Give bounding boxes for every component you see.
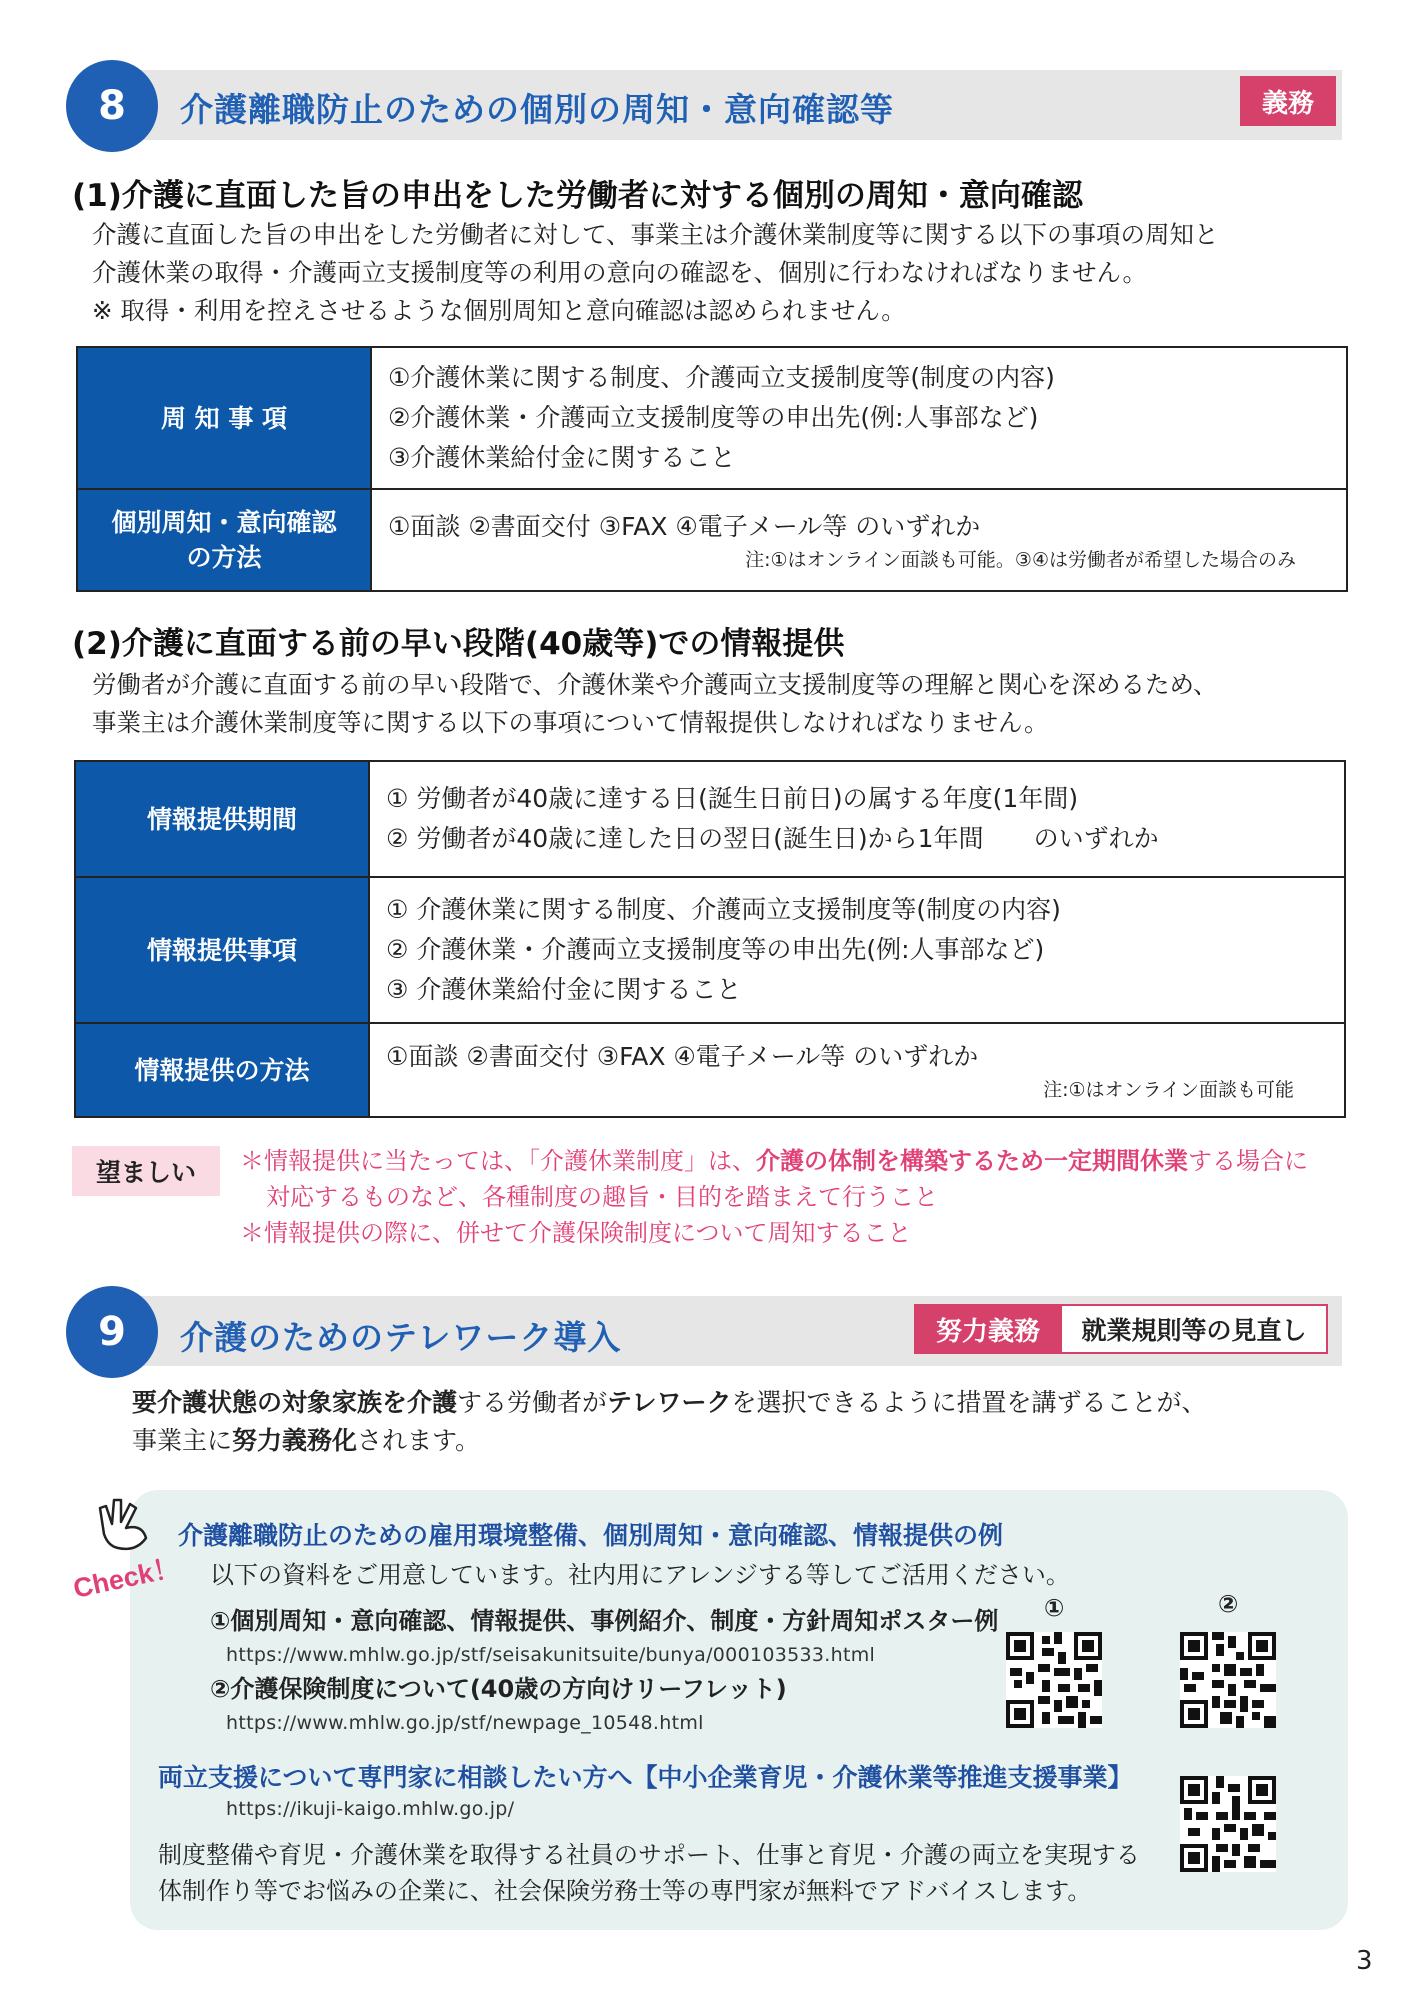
- section9-title: 介護のためのテレワーク導入: [180, 1318, 622, 1357]
- qr-code-icon[interactable]: [1006, 1632, 1102, 1728]
- section8-number: 8: [66, 60, 158, 152]
- check-hand-icon: [96, 1494, 162, 1554]
- consult-line1: 制度整備や育児・介護休業を取得する社員のサポート、仕事と育児・介護の両立を実現する: [158, 1841, 1140, 1869]
- section9-text-plain1: する労働者が: [457, 1388, 608, 1417]
- effort-obligation-badge: 努力義務: [914, 1304, 1062, 1354]
- notification-method-note: 注:①はオンライン面談も可能。③④は労働者が希望した場合のみ: [745, 549, 1296, 571]
- info-method-value: ①面談 ②書面交付 ③FAX ④電子メール等 のいずれか: [386, 1042, 979, 1071]
- consult-url[interactable]: https://ikuji-kaigo.mhlw.go.jp/: [226, 1798, 515, 1820]
- info-period-label: 情報提供期間: [75, 761, 369, 877]
- notification-items-cell: [371, 347, 1347, 489]
- section9-text-plain2: を選択できるように措置を講ずることが、: [731, 1388, 1207, 1417]
- desirable-line1: [240, 1142, 1308, 1180]
- check-title: 介護離職防止のための雇用環境整備、個別周知・意向確認、情報提供の例: [178, 1521, 1004, 1550]
- info-item: ③ 介護休業給付金に関すること: [386, 975, 742, 1004]
- sub2-text-line2: 事業主は介護休業制度等に関する以下の事項について情報提供しなければなりません。: [92, 708, 1049, 737]
- notification-items-label: 周 知 事 項: [77, 347, 371, 489]
- section9-text-bold3: 努力義務化: [232, 1426, 358, 1455]
- info-provision-table: [74, 760, 1346, 1118]
- sub1-text-note: ※ 取得・利用を控えさせるような個別周知と意向確認は認められません。: [92, 296, 906, 325]
- page-number: 3: [1356, 1946, 1373, 1976]
- qr2-label: ②: [1218, 1590, 1239, 1618]
- info-method-note: 注:①はオンライン面談も可能: [1043, 1079, 1294, 1101]
- qr-code-icon[interactable]: [1180, 1632, 1276, 1728]
- section8-title: 介護離職防止のための個別の周知・意向確認等: [180, 90, 894, 129]
- sub1-text-line2: 介護休業の取得・介護両立支援制度等の利用の意向の確認を、個別に行わなければなりません。: [92, 258, 1147, 287]
- info-item: ① 介護休業に関する制度、介護両立支援制度等(制度の内容): [386, 895, 1061, 924]
- section9-text-bold1: 要介護状態の対象家族を介護: [132, 1388, 458, 1417]
- desirable-line1-c: する場合に: [1188, 1147, 1308, 1175]
- section9-text-plain4: されます。: [357, 1426, 481, 1455]
- info-method-label: 情報提供の方法: [75, 1023, 369, 1117]
- desirable-line1-b: 介護の体制を構築するため一定期間休業: [756, 1147, 1188, 1175]
- desirable-line3: ＊情報提供の際に、併せて介護保険制度について周知すること: [240, 1219, 912, 1247]
- notification-method-label-line2: の方法: [186, 543, 262, 572]
- resource-url2[interactable]: https://www.mhlw.go.jp/stf/newpage_10548.html: [226, 1712, 704, 1734]
- section9-text-plain3: 事業主に: [132, 1426, 233, 1455]
- desirable-line1-a: ＊情報提供に当たっては、「介護休業制度」は、: [240, 1147, 756, 1175]
- notification-table: [76, 346, 1348, 592]
- section9-text-line2: [132, 1422, 480, 1460]
- resource-item2: ②介護保険制度について(40歳の方向けリーフレット): [210, 1675, 787, 1703]
- sub2-text-line1: 労働者が介護に直面する前の早い段階で、介護休業や介護両立支援制度等の理解と関心を深めるため、: [92, 670, 1218, 699]
- section9-text-line1: [132, 1384, 1207, 1422]
- desirable-badge: 望ましい: [72, 1146, 220, 1196]
- sub1-heading: (1)介護に直面した旨の申出をした労働者に対する個別の周知・意向確認: [72, 178, 1083, 214]
- qr1-label: ①: [1044, 1594, 1065, 1622]
- mandatory-badge: 義務: [1240, 76, 1336, 126]
- info-method-cell: [369, 1023, 1345, 1117]
- resource-item1: ①個別周知・意向確認、情報提供、事例紹介、制度・方針周知ポスター例: [210, 1607, 999, 1635]
- notification-item: ③介護休業給付金に関すること: [388, 443, 736, 472]
- qr-code-icon[interactable]: [1180, 1776, 1276, 1872]
- section9-text-bold2: テレワーク: [607, 1388, 732, 1417]
- info-period-item: ② 労働者が40歳に達した日の翌日(誕生日)から1年間 のいずれか: [386, 824, 1159, 853]
- info-items-cell: [369, 877, 1345, 1023]
- work-rules-badge: 就業規則等の見直し: [1060, 1304, 1328, 1354]
- notification-method-label: [77, 489, 371, 591]
- notification-method-value: ①面談 ②書面交付 ③FAX ④電子メール等 のいずれか: [388, 512, 981, 541]
- consult-title: 両立支援について専門家に相談したい方へ【中小企業育児・介護休業等推進支援事業】: [158, 1763, 1133, 1792]
- section9-number: 9: [66, 1286, 158, 1378]
- notification-method-cell: [371, 489, 1347, 591]
- notification-method-label-line1: 個別周知・意向確認: [111, 508, 337, 537]
- resource-url1[interactable]: https://www.mhlw.go.jp/stf/seisakunitsuite/bunya/000103533.html: [226, 1644, 876, 1666]
- notification-item: ②介護休業・介護両立支援制度等の申出先(例:人事部など): [388, 403, 1039, 432]
- notification-item: ①介護休業に関する制度、介護両立支援制度等(制度の内容): [388, 363, 1055, 392]
- sub1-text-line1: 介護に直面した旨の申出をした労働者に対して、事業主は介護休業制度等に関する以下の事項の周知と: [92, 220, 1219, 249]
- check-label: Check！: [70, 1552, 183, 1604]
- info-period-item: ① 労働者が40歳に達する日(誕生日前日)の属する年度(1年間): [386, 784, 1079, 813]
- info-item: ② 介護休業・介護両立支援制度等の申出先(例:人事部など): [386, 935, 1045, 964]
- info-period-cell: [369, 761, 1345, 877]
- desirable-line2: 対応するものなど、各種制度の趣旨・目的を踏まえて行うこと: [266, 1183, 938, 1211]
- sub2-heading: (2)介護に直面する前の早い段階(40歳等)での情報提供: [72, 626, 845, 662]
- info-items-label: 情報提供事項: [75, 877, 369, 1023]
- check-intro: 以下の資料をご用意しています。社内用にアレンジする等してご活用ください。: [210, 1561, 1070, 1589]
- consult-line2: 体制作り等でお悩みの企業に、社会保険労務士等の専門家が無料でアドバイスします。: [158, 1877, 1092, 1905]
